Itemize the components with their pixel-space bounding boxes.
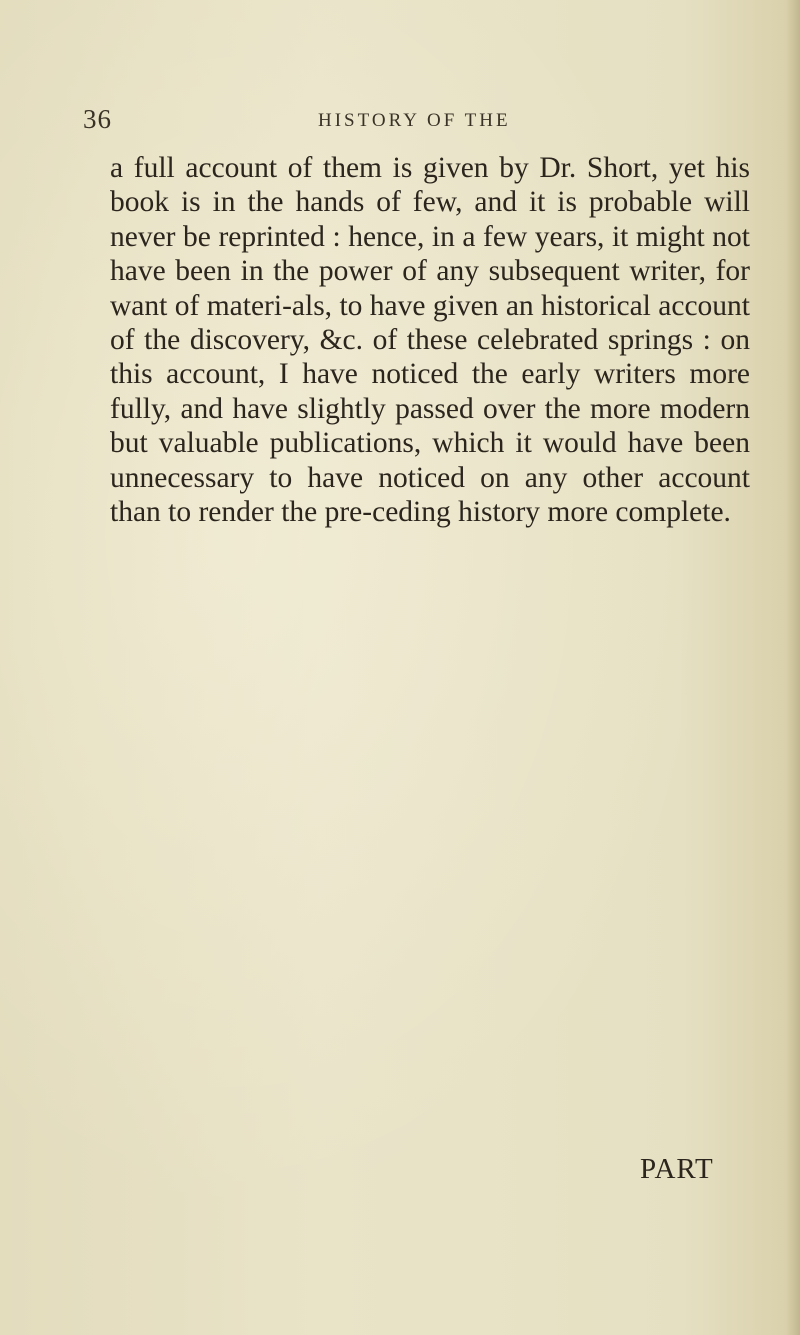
page-edge-shadow [786, 0, 800, 1335]
running-title: HISTORY OF THE [318, 110, 511, 131]
body-paragraph: a full account of them is given by Dr. Short, yet his book is in the hands of few, and it is probable will never be reprinted : hence, in a few years, it might not have been in the power of any subsequent writer, for want of materi-als, to have given an historical account of the discovery, &c. of these celebrated springs : on this account, I have noticed the early writers more fully, and have slightly passed over the more modern but valuable publications, which it would have been unnecessary to have noticed on any other account than to render the pre-ceding history more complete. [110, 152, 750, 529]
running-head [0, 104, 800, 144]
page-number: 36 [83, 104, 112, 134]
catchword: PART [640, 1153, 714, 1185]
